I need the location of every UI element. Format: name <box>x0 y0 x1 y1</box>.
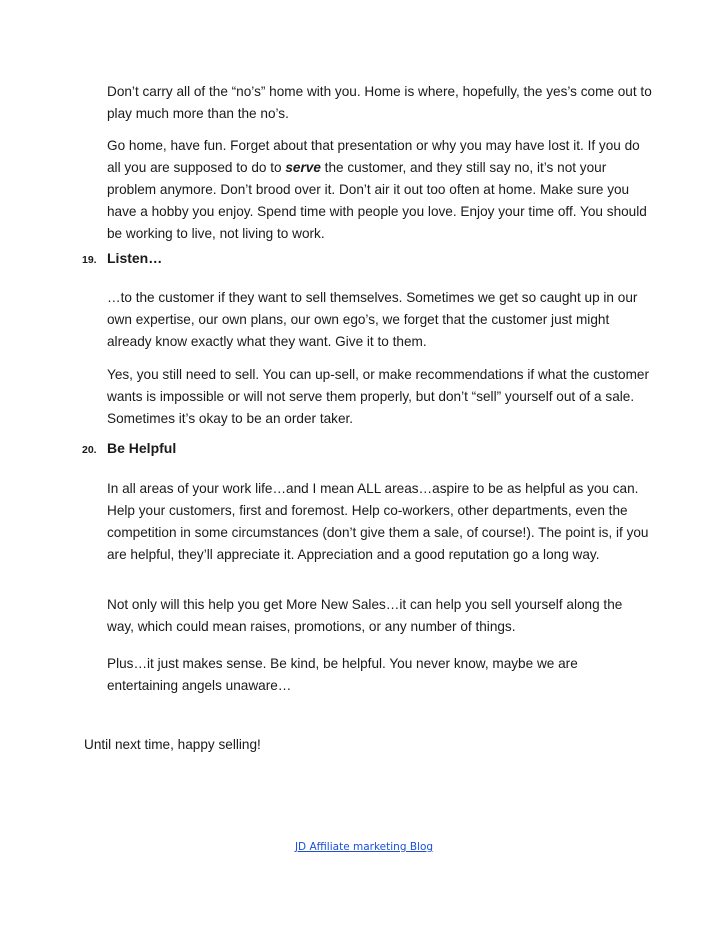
paragraph-listen-2: Yes, you still need to sell. You can up-sell, or make recommendations if what the customer wants is impossible or will not serve them properly, but don’t “sell” yourself out of a sale. Sometimes it’s okay to be an order taker. <box>107 367 650 426</box>
paragraph-helpful-2: Not only will this help you get More New Sales…it can help you sell yourself along the way, which could mean raises, promotions, or any number of things. <box>107 597 623 634</box>
paragraph-listen-1: …to the customer if they want to sell themselves. Sometimes we get so caught up in our own expertise, our own plans, our own ego’s, we forget that the customer just might already know exactly what they want. Give it to them. <box>107 290 638 349</box>
footer-blog-link[interactable]: JD Affiliate marketing Blog <box>294 841 434 853</box>
paragraph-go-home-start: Go home, have fun. Forget about that presentation or why you may have lost it. If you do all you are supposed to do to <box>107 138 640 175</box>
emphasis-serve: serve <box>285 160 321 175</box>
section-title-listen: Listen… <box>107 250 163 266</box>
paragraph-no-home: Don’t carry all of the “no’s” home with you. Home is where, hopefully, the yes’s come out to play much more than the no’s. <box>107 84 652 121</box>
paragraph-helpful-1: In all areas of your work life…and I mean ALL areas…aspire to be as helpful as you can. Help your customers, first and foremost. Help co-workers, other departments, even the competition in some circumstances (don’t give them a sale, of course!). The point is, if you are helpful, they’ll appreciate it. Appreciation and a good reputation go a long way. <box>107 481 649 562</box>
section-title-be-helpful: Be Helpful <box>107 440 177 456</box>
paragraph-helpful-3: Plus…it just makes sense. Be kind, be helpful. You never know, maybe we are entertaining angels unaware… <box>107 656 578 693</box>
section-heading-19 <box>82 247 162 269</box>
section-heading-20 <box>82 437 176 459</box>
paragraph-go-home-end: the customer, and they still say no, it’s not your problem anymore. Don’t brood over it. Don’t air it out too often at home. Make sure you have a hobby you enjoy. Spend time with people you love. Enjoy your time off. You should be working to live, not living to work. <box>107 160 647 241</box>
paragraph-go-home <box>107 135 652 245</box>
closing-line: Until next time, happy selling! <box>84 737 261 752</box>
section-number-20: 20. <box>82 444 97 456</box>
section-number-19: 19. <box>82 254 97 266</box>
